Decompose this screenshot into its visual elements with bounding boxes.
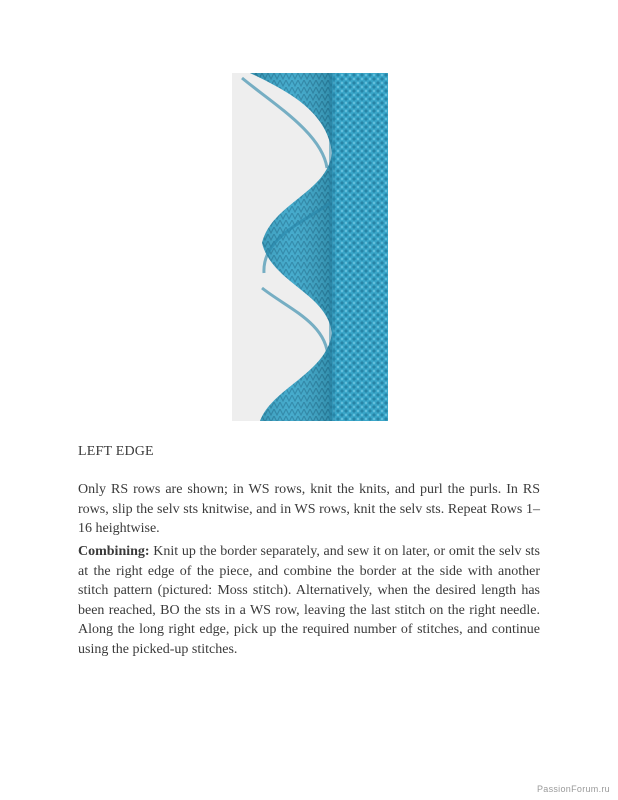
combining-paragraph	[78, 542, 540, 659]
section-heading: LEFT EDGE	[78, 444, 154, 459]
cable-swatch-image	[232, 73, 388, 421]
combining-text: Knit up the border separately, and sew it on later, or omit the selv sts at the right edge of the piece, and combine the border at the side with another stitch pattern (pictured: Moss stitch). Alternatively, when the desired length has been reached, BO the sts in a WS row, leaving the last stitch on the right needle. Along the long right edge, pick up the required number of stitches, and continue using the picked-up stitches.	[78, 544, 540, 657]
instructions-paragraph: Only RS rows are shown; in WS rows, knit the knits, and purl the purls. In RS rows, slip the selv sts knitwise, and in WS rows, knit the selv sts. Repeat Rows 1–16 heightwise.	[78, 482, 540, 536]
combining-term: Combining:	[78, 544, 150, 559]
watermark: PassionForum.ru	[536, 784, 610, 794]
knitting-swatch-photo	[232, 73, 388, 421]
